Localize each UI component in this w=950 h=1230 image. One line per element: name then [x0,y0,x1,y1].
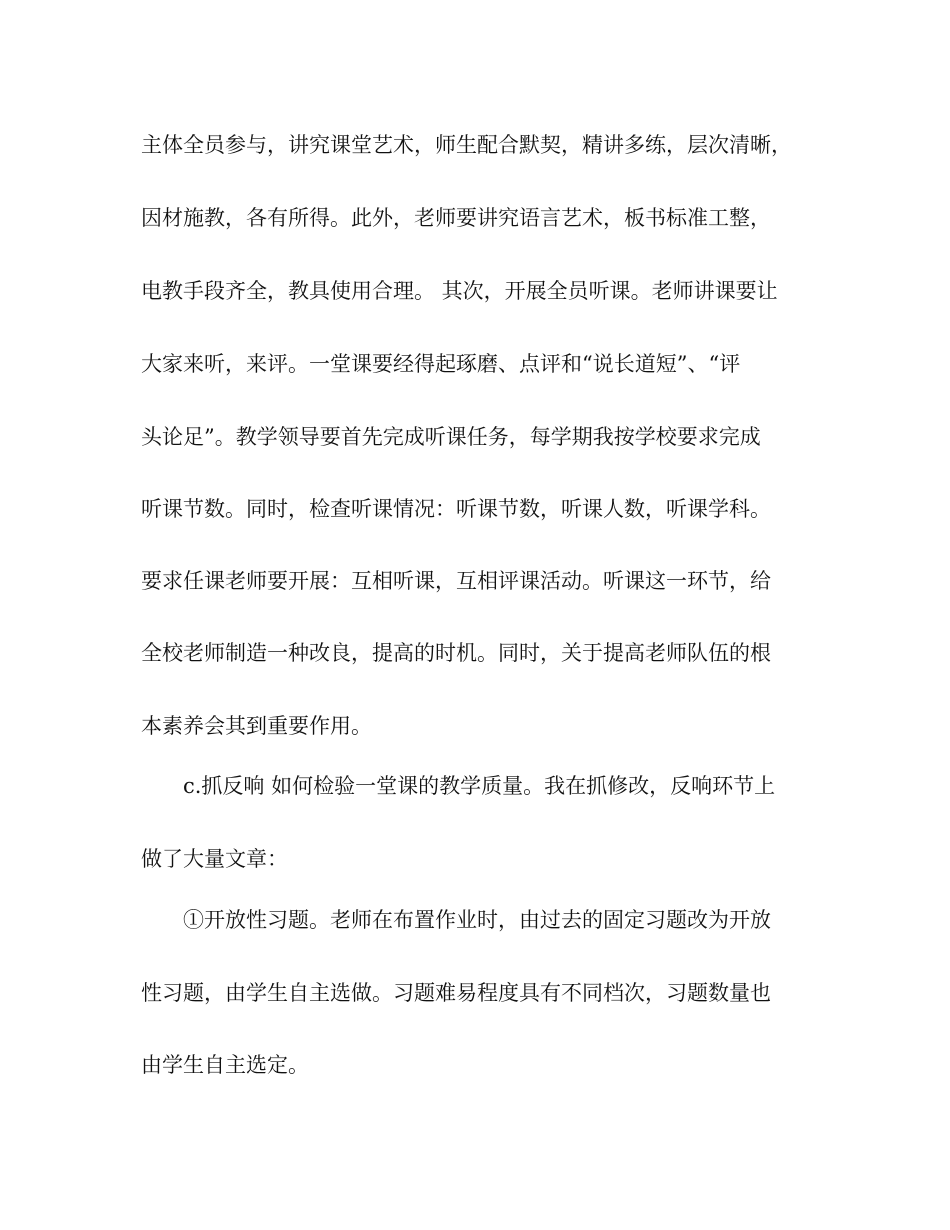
paragraph-line: 主体全员参与，讲究课堂艺术，师生配合默契，精讲多练，层次清晰， [141,133,792,157]
paragraph-line: 由学生自主选定。 [141,1053,309,1077]
paragraph-line: 因材施教，各有所得。此外，老师要讲究语言艺术，板书标准工整， [141,206,771,230]
paragraph-line: 听课节数。同时，检查听课情况：听课节数，听课人数，听课学科。 [141,497,771,521]
paragraph-line: 全校老师制造一种改良，提高的时机。同时，关于提高老师队伍的根 [141,641,771,665]
paragraph-line: 大家来听，来评。一堂课要经得起琢磨、点评和“说长道短”、“评 [141,352,741,376]
paragraph-line: 性习题，由学生自主选做。习题难易程度具有不同档次，习题数量也 [141,981,771,1005]
paragraph-line: ①开放性习题。老师在布置作业时，由过去的固定习题改为开放 [183,908,771,932]
paragraph-line: 要求任课老师要开展：互相听课，互相评课活动。听课这一环节，给 [141,569,771,593]
paragraph-line: 做了大量文章： [141,847,288,871]
paragraph-line: 电教手段齐全，教具使用合理。 其次，开展全员听课。老师讲课要让 [141,279,778,303]
paragraph-line: 头论足”。教学领导要首先完成听课任务，每学期我按学校要求完成 [141,425,761,449]
paragraph-line: c.抓反响 如何检验一堂课的教学质量。我在抓修改，反响环节上 [183,774,776,798]
paragraph-line: 本素养会其到重要作用。 [141,714,372,738]
